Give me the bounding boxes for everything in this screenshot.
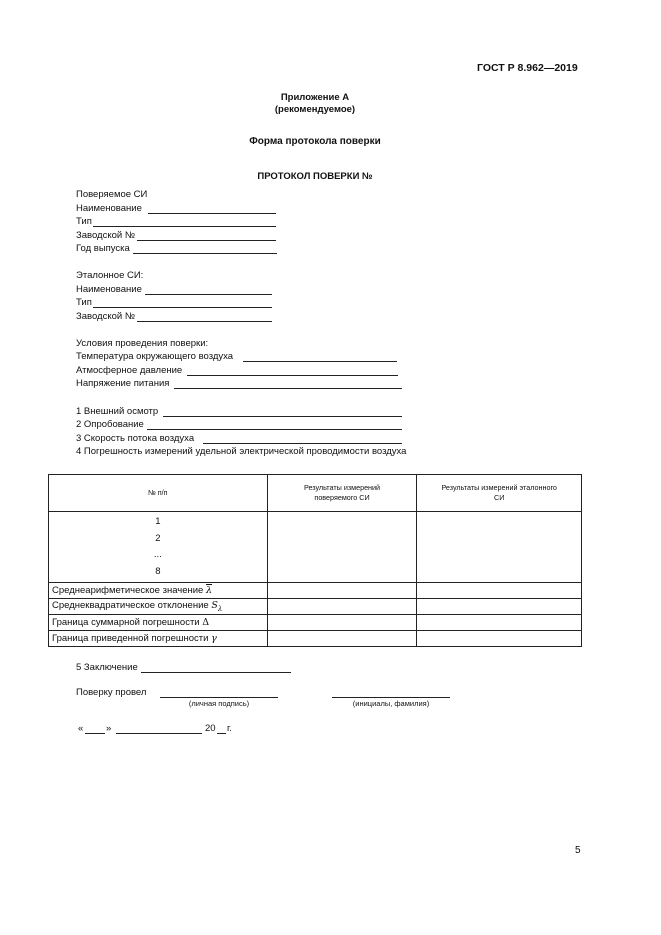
- table-row: [49, 599, 582, 615]
- row-numbers-cell: [49, 512, 268, 583]
- date-open-quote: «: [78, 723, 84, 734]
- step-3-field[interactable]: [203, 443, 402, 444]
- reference-serial-label: Заводской №: [76, 311, 136, 322]
- verified-heading: Поверяемое СИ: [76, 189, 148, 200]
- reduced-label-cell: Граница приведенной погрешности γ: [49, 631, 268, 647]
- reference-results-cell[interactable]: [417, 512, 582, 583]
- verified-name-label: Наименование: [76, 203, 142, 214]
- date-close-quote: »: [106, 723, 112, 734]
- step-3-label: 3 Скорость потока воздуха: [76, 433, 195, 444]
- row-number: ...: [153, 549, 162, 561]
- step-1-label: 1 Внешний осмотр: [76, 406, 159, 417]
- table-row: [49, 512, 582, 583]
- date-suffix: г.: [227, 723, 232, 734]
- reference-name-field[interactable]: [145, 294, 272, 295]
- std-reference-cell[interactable]: [417, 599, 582, 615]
- sum-verified-cell[interactable]: [267, 615, 417, 631]
- form-title: Форма протокола поверки: [249, 136, 381, 147]
- voltage-field[interactable]: [174, 388, 402, 389]
- conclusion-field[interactable]: [141, 672, 291, 673]
- row-number: 8: [155, 565, 161, 577]
- s-symbol: S: [211, 600, 218, 612]
- step-2-label: 2 Опробование: [76, 419, 144, 430]
- temperature-label: Температура окружающего воздуха: [76, 351, 234, 362]
- table-row: [49, 583, 582, 599]
- date-month-field[interactable]: [116, 733, 202, 734]
- name-caption: (инициалы, фамилия): [352, 699, 430, 708]
- verifier-label: Поверку провел: [76, 687, 147, 698]
- verified-serial-field[interactable]: [137, 240, 276, 241]
- mean-verified-cell[interactable]: [267, 583, 417, 599]
- results-table: [48, 474, 582, 647]
- appendix-title: Приложение А: [280, 92, 350, 103]
- reference-serial-field[interactable]: [137, 321, 272, 322]
- table-header-row: [49, 475, 582, 512]
- col-number-header: № п/п: [49, 475, 268, 512]
- reference-name-label: Наименование: [76, 284, 142, 295]
- page-number: 5: [575, 845, 581, 856]
- verified-year-label: Год выпуска: [76, 243, 130, 254]
- reduced-reference-cell[interactable]: [417, 631, 582, 647]
- table-row: [49, 631, 582, 647]
- date-year-field[interactable]: [217, 733, 226, 734]
- std-verified-cell[interactable]: [267, 599, 417, 615]
- row-number: 1: [155, 516, 161, 527]
- signature-caption: (личная подпись): [188, 699, 250, 708]
- verified-type-field[interactable]: [93, 226, 276, 227]
- verified-name-field[interactable]: [148, 213, 276, 214]
- protocol-title: ПРОТОКОЛ ПОВЕРКИ №: [257, 171, 373, 182]
- table-row: [49, 615, 582, 631]
- name-field[interactable]: [332, 697, 450, 698]
- verified-type-label: Тип: [76, 216, 92, 227]
- verified-year-field[interactable]: [133, 253, 277, 254]
- standard-number: ГОСТ Р 8.962—2019: [477, 62, 578, 74]
- step-1-field[interactable]: [163, 416, 402, 417]
- date-day-field[interactable]: [85, 733, 105, 734]
- reference-heading: Эталонное СИ:: [76, 270, 144, 281]
- gamma-symbol: γ: [211, 633, 217, 645]
- std-label-cell: Среднеквадратическое отклонение $S_\lambda$: [49, 599, 268, 615]
- lambda-subscript: λ: [217, 605, 223, 614]
- verified-serial-label: Заводской №: [76, 230, 136, 241]
- conditions-heading: Условия проведения поверки:: [76, 338, 209, 349]
- pressure-label: Атмосферное давление: [76, 365, 183, 376]
- voltage-label: Напряжение питания: [76, 378, 170, 389]
- reference-type-field[interactable]: [93, 307, 272, 308]
- row-number: 2: [155, 532, 161, 544]
- reference-type-label: Тип: [76, 297, 92, 308]
- reduced-verified-cell[interactable]: [267, 631, 417, 647]
- date-year-prefix: 20: [205, 723, 216, 734]
- delta-symbol: Δ: [202, 617, 210, 629]
- mean-reference-cell[interactable]: [417, 583, 582, 599]
- step-4-label: 4 Погрешность измерений удельной электрической проводимости воздуха: [76, 446, 407, 457]
- step-2-field[interactable]: [147, 429, 402, 430]
- signature-field[interactable]: [160, 697, 278, 698]
- sum-reference-cell[interactable]: [417, 615, 582, 631]
- conclusion-label: 5 Заключение: [76, 662, 138, 673]
- appendix-subtitle: (рекомендуемое): [274, 104, 356, 115]
- sum-label-cell: Граница суммарной погрешности Δ: [49, 615, 268, 631]
- temperature-field[interactable]: [243, 361, 397, 362]
- col-reference-header: Результаты измерений эталонного СИ: [417, 475, 582, 512]
- verified-results-cell[interactable]: [267, 512, 417, 583]
- lambda-symbol: $\overline{\lambda}$: [205, 585, 213, 597]
- mean-label-cell: Среднеарифметическое значение $\overline{\lambda}$: [49, 583, 268, 599]
- col-verified-header: Результаты измерений поверяемого СИ: [267, 475, 417, 512]
- pressure-field[interactable]: [187, 375, 398, 376]
